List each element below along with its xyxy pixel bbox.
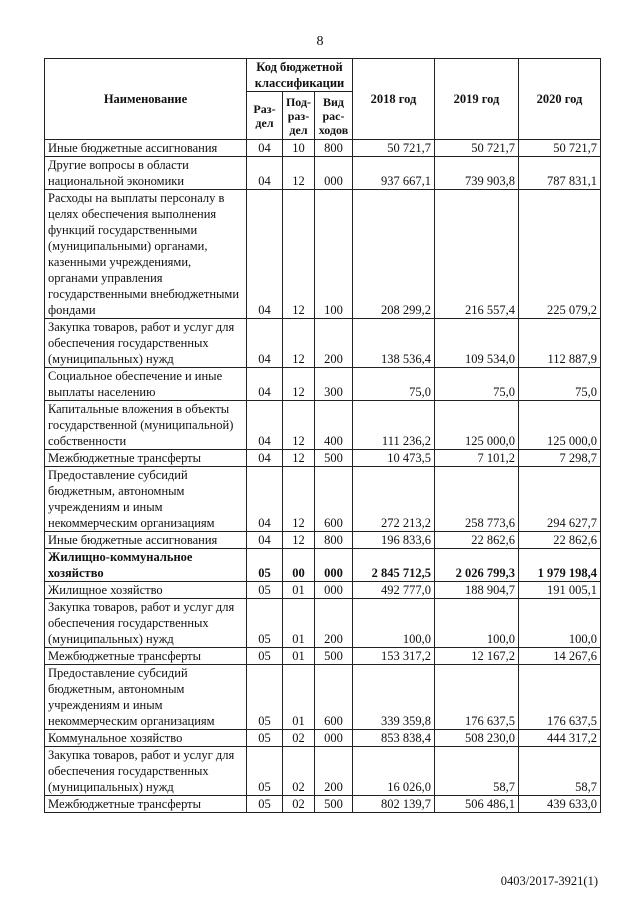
row-value-2018: 16 026,0	[353, 747, 435, 796]
row-podrazdel: 02	[283, 730, 315, 747]
row-value-2018: 138 536,4	[353, 319, 435, 368]
row-value-2018: 853 838,4	[353, 730, 435, 747]
table-row	[45, 467, 601, 532]
table-row	[45, 319, 601, 368]
row-value-2019: 100,0	[435, 599, 519, 648]
header-2020: 2020 год	[519, 59, 601, 140]
row-vid: 000	[315, 582, 353, 599]
row-value-2018: 802 139,7	[353, 796, 435, 813]
row-value-2020: 14 267,6	[519, 648, 601, 665]
table-row	[45, 532, 601, 549]
row-value-2019: 12 167,2	[435, 648, 519, 665]
table-row	[45, 190, 601, 319]
row-value-2020: 1 979 198,4	[519, 549, 601, 582]
row-razdel: 04	[247, 190, 283, 319]
row-podrazdel: 01	[283, 665, 315, 730]
row-razdel: 05	[247, 648, 283, 665]
row-podrazdel: 12	[283, 450, 315, 467]
row-value-2019: 125 000,0	[435, 401, 519, 450]
row-name: Иные бюджетные ассигнования	[45, 140, 247, 157]
row-value-2020: 439 633,0	[519, 796, 601, 813]
row-razdel: 05	[247, 582, 283, 599]
table-row	[45, 549, 601, 582]
table-body	[45, 140, 601, 813]
row-name: Закупка товаров, работ и услуг для обеспечения государственных (муниципальных) нужд	[45, 599, 247, 648]
row-value-2018: 100,0	[353, 599, 435, 648]
row-value-2020: 294 627,7	[519, 467, 601, 532]
table-row	[45, 450, 601, 467]
row-name: Социальное обеспечение и иные выплаты населению	[45, 368, 247, 401]
row-value-2018: 937 667,1	[353, 157, 435, 190]
row-value-2020: 225 079,2	[519, 190, 601, 319]
header-code-group: Код бюджетной классификации	[247, 59, 353, 92]
row-value-2020: 112 887,9	[519, 319, 601, 368]
row-value-2018: 111 236,2	[353, 401, 435, 450]
row-vid: 800	[315, 532, 353, 549]
row-razdel: 04	[247, 450, 283, 467]
row-podrazdel: 00	[283, 549, 315, 582]
table-row	[45, 665, 601, 730]
row-value-2018: 10 473,5	[353, 450, 435, 467]
row-value-2018: 272 213,2	[353, 467, 435, 532]
table-row	[45, 599, 601, 648]
row-vid: 100	[315, 190, 353, 319]
header-razdel: Раз-дел	[247, 92, 283, 140]
row-name: Коммунальное хозяйство	[45, 730, 247, 747]
table-row	[45, 582, 601, 599]
row-value-2018: 208 299,2	[353, 190, 435, 319]
row-vid: 200	[315, 319, 353, 368]
header-name: Наименование	[45, 59, 247, 140]
row-podrazdel: 01	[283, 648, 315, 665]
table-header	[45, 59, 601, 140]
row-vid: 500	[315, 796, 353, 813]
row-razdel: 04	[247, 140, 283, 157]
table-row	[45, 747, 601, 796]
row-value-2020: 444 317,2	[519, 730, 601, 747]
row-vid: 600	[315, 467, 353, 532]
row-vid: 600	[315, 665, 353, 730]
row-value-2020: 100,0	[519, 599, 601, 648]
row-vid: 300	[315, 368, 353, 401]
row-razdel: 04	[247, 157, 283, 190]
table-row	[45, 401, 601, 450]
row-podrazdel: 12	[283, 190, 315, 319]
row-value-2018: 153 317,2	[353, 648, 435, 665]
row-name: Жилищное хозяйство	[45, 582, 247, 599]
row-value-2019: 739 903,8	[435, 157, 519, 190]
header-podrazdel: Под-раз-дел	[283, 92, 315, 140]
row-value-2019: 188 904,7	[435, 582, 519, 599]
row-podrazdel: 12	[283, 467, 315, 532]
row-podrazdel: 10	[283, 140, 315, 157]
row-value-2019: 258 773,6	[435, 467, 519, 532]
row-razdel: 05	[247, 549, 283, 582]
row-name: Межбюджетные трансферты	[45, 648, 247, 665]
row-name: Закупка товаров, работ и услуг для обеспечения государственных (муниципальных) нужд	[45, 319, 247, 368]
table-row	[45, 796, 601, 813]
row-vid: 500	[315, 450, 353, 467]
row-name: Предоставление субсидий бюджетным, автономным учреждениям и иным некоммерческим организациям	[45, 467, 247, 532]
row-value-2018: 339 359,8	[353, 665, 435, 730]
row-value-2019: 58,7	[435, 747, 519, 796]
row-value-2018: 50 721,7	[353, 140, 435, 157]
table-row	[45, 730, 601, 747]
row-value-2020: 176 637,5	[519, 665, 601, 730]
row-value-2019: 50 721,7	[435, 140, 519, 157]
table-row	[45, 157, 601, 190]
row-razdel: 04	[247, 467, 283, 532]
row-name: Предоставление субсидий бюджетным, автономным учреждениям и иным некоммерческим организациям	[45, 665, 247, 730]
row-razdel: 05	[247, 599, 283, 648]
row-name: Межбюджетные трансферты	[45, 796, 247, 813]
row-vid: 400	[315, 401, 353, 450]
row-value-2020: 7 298,7	[519, 450, 601, 467]
row-razdel: 04	[247, 401, 283, 450]
budget-table	[44, 58, 601, 813]
page-number: 8	[316, 34, 324, 49]
row-value-2019: 7 101,2	[435, 450, 519, 467]
row-value-2019: 506 486,1	[435, 796, 519, 813]
row-name: Межбюджетные трансферты	[45, 450, 247, 467]
row-razdel: 05	[247, 796, 283, 813]
row-value-2019: 2 026 799,3	[435, 549, 519, 582]
row-value-2019: 508 230,0	[435, 730, 519, 747]
row-value-2019: 109 534,0	[435, 319, 519, 368]
row-razdel: 04	[247, 319, 283, 368]
row-value-2020: 22 862,6	[519, 532, 601, 549]
row-value-2018: 492 777,0	[353, 582, 435, 599]
row-vid: 000	[315, 157, 353, 190]
row-podrazdel: 12	[283, 532, 315, 549]
row-podrazdel: 12	[283, 401, 315, 450]
row-podrazdel: 01	[283, 582, 315, 599]
row-podrazdel: 12	[283, 319, 315, 368]
header-2019: 2019 год	[435, 59, 519, 140]
table-row	[45, 368, 601, 401]
row-vid: 500	[315, 648, 353, 665]
row-value-2020: 58,7	[519, 747, 601, 796]
row-podrazdel: 01	[283, 599, 315, 648]
row-value-2019: 216 557,4	[435, 190, 519, 319]
row-podrazdel: 12	[283, 368, 315, 401]
row-value-2018: 2 845 712,5	[353, 549, 435, 582]
table-row	[45, 140, 601, 157]
row-razdel: 05	[247, 730, 283, 747]
row-value-2020: 125 000,0	[519, 401, 601, 450]
row-razdel: 04	[247, 532, 283, 549]
row-value-2020: 50 721,7	[519, 140, 601, 157]
row-name: Другие вопросы в области национальной экономики	[45, 157, 247, 190]
row-vid: 000	[315, 730, 353, 747]
header-vid-rashodov: Вид рас-ходов	[315, 92, 353, 140]
row-name: Расходы на выплаты персоналу в целях обеспечения выполнения функций государственными (муниципальными) органами, казенными учреждениями, органами управления государственными внебюджетными фондами	[45, 190, 247, 319]
row-vid: 800	[315, 140, 353, 157]
row-value-2020: 75,0	[519, 368, 601, 401]
row-name: Капитальные вложения в объекты государственной (муниципальной) собственности	[45, 401, 247, 450]
row-value-2019: 75,0	[435, 368, 519, 401]
row-value-2019: 176 637,5	[435, 665, 519, 730]
row-podrazdel: 12	[283, 157, 315, 190]
row-value-2019: 22 862,6	[435, 532, 519, 549]
row-razdel: 04	[247, 368, 283, 401]
row-name: Иные бюджетные ассигнования	[45, 532, 247, 549]
row-value-2020: 787 831,1	[519, 157, 601, 190]
row-razdel: 05	[247, 747, 283, 796]
row-vid: 200	[315, 747, 353, 796]
row-name: Закупка товаров, работ и услуг для обеспечения государственных (муниципальных) нужд	[45, 747, 247, 796]
row-podrazdel: 02	[283, 796, 315, 813]
row-value-2018: 75,0	[353, 368, 435, 401]
row-vid: 000	[315, 549, 353, 582]
row-razdel: 05	[247, 665, 283, 730]
row-vid: 200	[315, 599, 353, 648]
row-value-2018: 196 833,6	[353, 532, 435, 549]
document-code: 0403/2017-3921(1)	[500, 874, 598, 888]
row-podrazdel: 02	[283, 747, 315, 796]
header-2018: 2018 год	[353, 59, 435, 140]
row-value-2020: 191 005,1	[519, 582, 601, 599]
row-name: Жилищно-коммунальное хозяйство	[45, 549, 247, 582]
table-row	[45, 648, 601, 665]
